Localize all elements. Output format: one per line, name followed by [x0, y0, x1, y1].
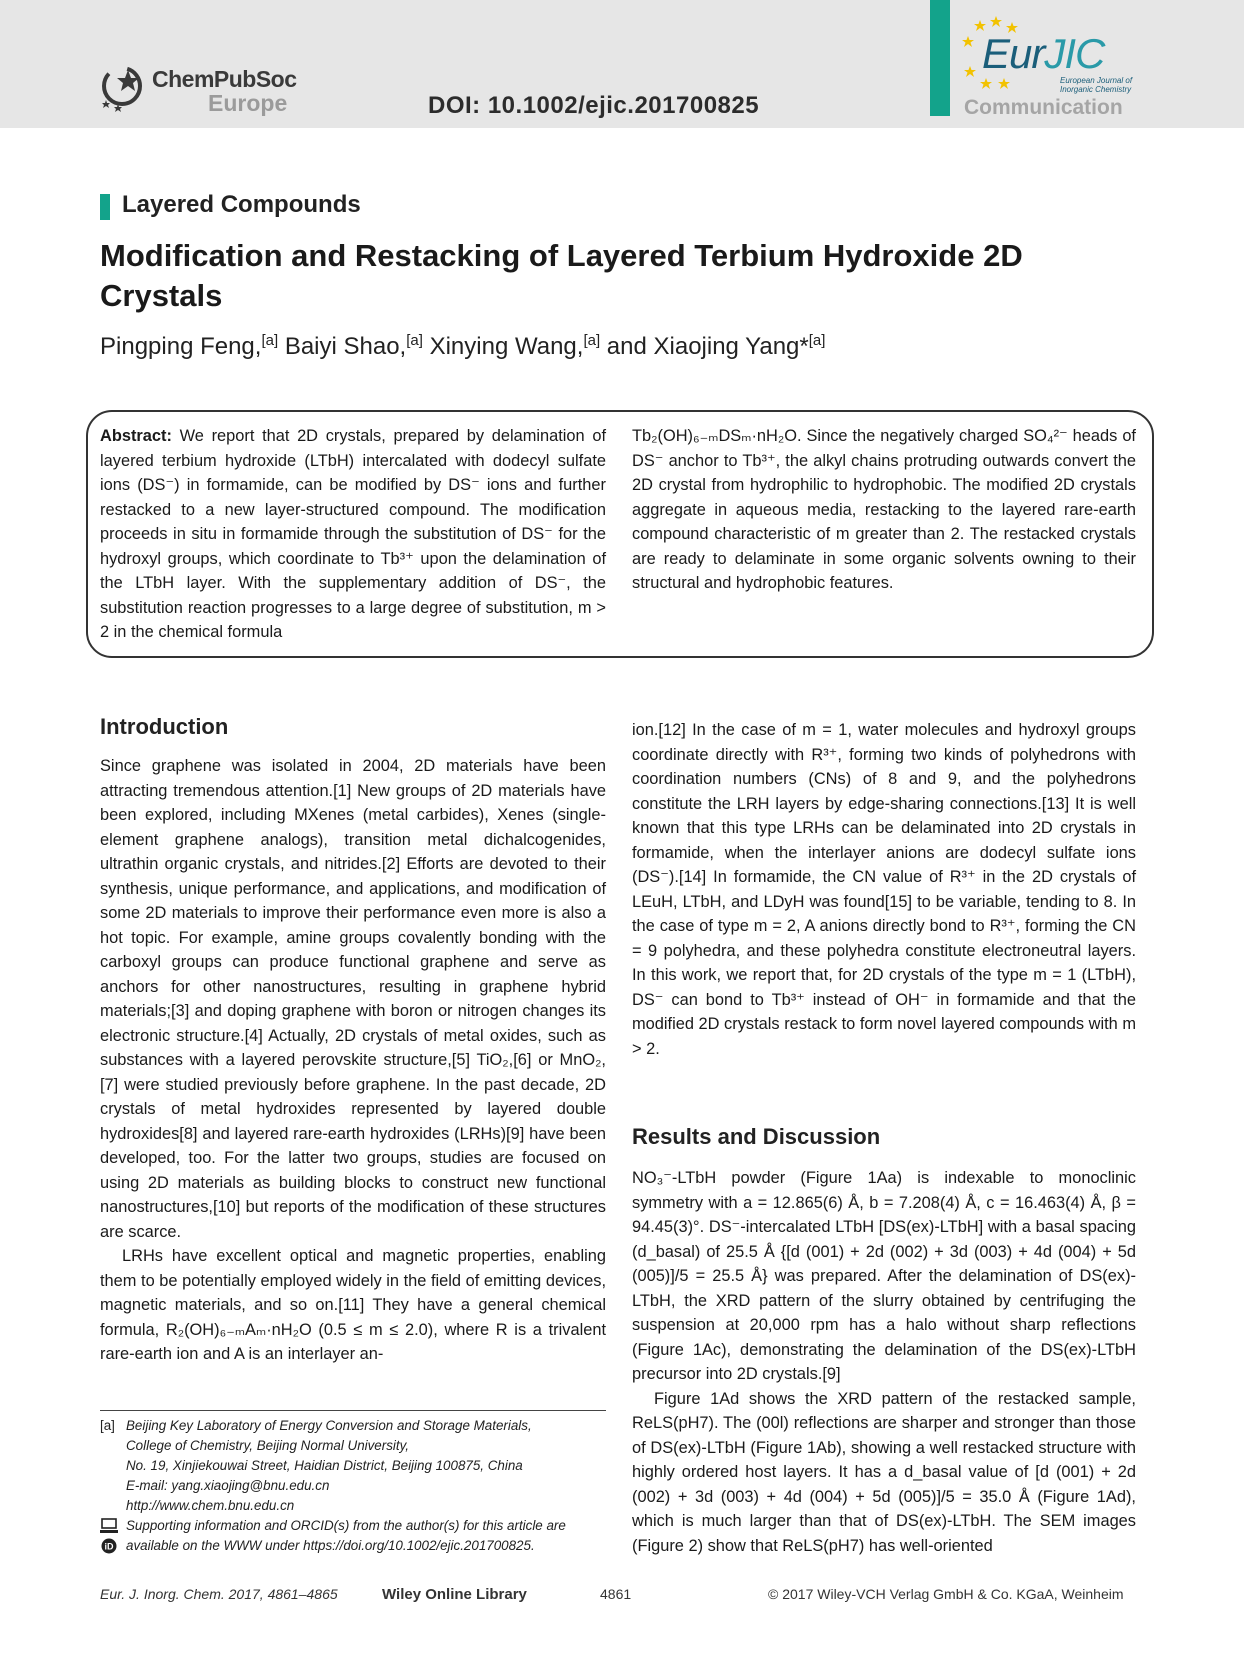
- footnote-url[interactable]: http://www.chem.bnu.edu.cn: [126, 1498, 295, 1513]
- author-name[interactable]: Pingping Feng,: [100, 333, 262, 360]
- abstract-text-right: Tb₂(OH)₆₋ₘDSₘ·nH₂O. Since the negatively charged SO₄²⁻ heads of DS⁻ anchor to Tb³⁺, the alkyl chains protruding outwards convert the 2D crystal from hydrophilic to hydrophobic. The modified 2D crystals aggregate in aqueous media, restacking to the layered rare-earth compound characteristic of m greater than 2. The restacked crystals are ready to delaminate in some organic solvents owning to their structural and hydrophobic features.: [632, 427, 1136, 592]
- footnote-supporting-info: [100, 1516, 610, 1556]
- footer-library[interactable]: Wiley Online Library: [382, 1586, 527, 1603]
- article-title: Modification and Restacking of Layered Terbium Hydroxide 2D Crystals: [100, 238, 1023, 313]
- doi[interactable]: DOI: 10.1002/ejic.201700825: [428, 92, 760, 119]
- footnote-line: No. 19, Xinjiekouwai Street, Haidian District, Beijing 100875, China: [126, 1458, 523, 1473]
- introduction-body: [100, 754, 606, 1367]
- abstract-label: Abstract:: [100, 427, 172, 445]
- abstract-left-column: [100, 424, 606, 645]
- footnote-affiliation: [100, 1416, 610, 1516]
- author-affiliation: [a]: [406, 332, 423, 349]
- paragraph: Figure 1Ad shows the XRD pattern of the restacked sample, ReLS(pH7). The (00l) reflections are sharper and stronger than those of DS(ex)-LTbH (Figure 1Ab), showing a well restacked structure with highly ordered host layers. It has a d_basal value of [d (001) + 2d (002) + 3d (003) + 4d (004) + 5d (005)]/5 = 35.0 Å (Figure 1Ad), which is much larger than that of DS(ex)-LTbH. The SEM images (Figure 2) show that ReLS(pH7) has well-oriented: [632, 1389, 1136, 1555]
- author-name[interactable]: Baiyi Shao,: [284, 333, 407, 360]
- supporting-info-line: Supporting information and ORCID(s) from the author(s) for this article are: [126, 1518, 566, 1533]
- author-name[interactable]: and Xiaojing Yang*: [606, 333, 809, 360]
- section-tag-bar: [100, 194, 110, 220]
- orcid-icon: [100, 1538, 118, 1554]
- results-body: [632, 1166, 1136, 1558]
- author-affiliation: [a]: [261, 332, 279, 349]
- accent-bar: [930, 0, 950, 116]
- footer-citation: Eur. J. Inorg. Chem. 2017, 4861–4865: [100, 1586, 338, 1602]
- footnote-line: College of Chemistry, Beijing Normal University,: [126, 1438, 410, 1453]
- publisher-name: ChemPubSoc: [152, 66, 297, 92]
- chempubsoc-star-icon: [98, 60, 150, 112]
- footnote-divider: [100, 1410, 606, 1411]
- abstract-right-column: [632, 424, 1136, 596]
- eurjic-wordmark: EurJIC: [982, 30, 1105, 77]
- footer-copyright: © 2017 Wiley-VCH Verlag GmbH & Co. KGaA, Weinheim: [768, 1586, 1124, 1602]
- author-affiliation: [a]: [808, 332, 826, 349]
- results-heading: Results and Discussion: [632, 1124, 881, 1149]
- footnote-label: [a]: [100, 1418, 115, 1433]
- author-name[interactable]: Xinying Wang,: [429, 333, 584, 360]
- eurjic-subtitle: European Journal of Inorganic Chemistry: [1060, 76, 1133, 94]
- paragraph: LRHs have excellent optical and magnetic properties, enabling them to be potentially employed widely in the field of emitting devices, magnetic materials, and so on.[11] They have a general chemical formula, R₂(OH)₆₋ₘAₘ·nH₂O (0.5 ≤ m ≤ 2.0), where R is a trivalent rare-earth ion and A is an interlayer an-: [100, 1247, 606, 1363]
- journal-header: [0, 0, 1244, 128]
- paragraph: ion.[12] In the case of m = 1, water molecules and hydroxyl groups coordinate directly with R³⁺, forming two kinds of polyhedrons with coordination numbers (CNs) of 8 and 9, and the polyhedrons constitute the LRH layers by edge-sharing connections.[13] It is well known that this type LRHs can be delaminated into 2D crystals in formamide, when the interlayer anions are dodecyl sulfate ions (DS⁻).[14] In formamide, the CN value of R³⁺ in the 2D crystals of LEuH, LTbH, and LDyH was found[15] to be variable, tending to 8. In the case of type m = 2, A anions directly bond to R³⁺, forming the CN = 9 polyhedra, and these polyhedra constitute electroneutral layers. In this work, we report that, for 2D crystals of the type m = 1 (LTbH), DS⁻ can bond to Tb³⁺ instead of OH⁻ in formamide and that the modified 2D crystals restack to form novel layered compounds with m > 2.: [632, 721, 1136, 1058]
- affiliation-footnote: [100, 1416, 610, 1556]
- introduction-heading: Introduction: [100, 714, 229, 739]
- chempubsoc-logo: [98, 60, 298, 120]
- supporting-info-link[interactable]: available on the WWW under https://doi.org/10.1002/ejic.201700825.: [126, 1538, 535, 1553]
- introduction-continued: [632, 718, 1136, 1061]
- page-number: 4861: [600, 1586, 632, 1602]
- paragraph: NO₃⁻-LTbH powder (Figure 1Aa) is indexable to monoclinic symmetry with a = 12.865(6) Å, b = 7.208(4) Å, c = 16.463(4) Å, β = 94.45(3)°. DS⁻-intercalated LTbH [DS(ex)-LTbH] with a basal spacing (d_basal) of 25.5 Å {[d (001) + 2d (002) + 3d (003) + 4d (004) + 5d (005)]/5 = 25.5 Å} was prepared. After the delamination of DS(ex)-LTbH, the XRD pattern of the slurry obtained by centrifuging the suspension at 20,000 rpm has a halo without sharp reflections (Figure 1Ac), demonstrating the delamination of the DS(ex)-LTbH precursor into 2D crystals.[9]: [632, 1169, 1136, 1383]
- author-affiliation: [a]: [583, 332, 601, 349]
- section-tag: Layered Compounds: [122, 191, 361, 218]
- publisher-sub: Europe: [208, 90, 288, 116]
- footnote-email[interactable]: E-mail: yang.xiaojing@bnu.edu.cn: [126, 1478, 330, 1493]
- paragraph: Since graphene was isolated in 2004, 2D materials have been attracting tremendous attention.[1] New groups of 2D materials have been explored, including MXenes (metal carbides), Xenes (single-element graphene analogs), transition metal dichalcogenides, ultrathin organic crystals, and nitrides.[2] Efforts are devoted to their synthesis, unique performance, and applications, and modification of some 2D materials to improve their performance even more is also a hot topic. For example, amine groups covalently bonding with the carboxyl groups can produce functional graphene and serve as anchors for other nanostructures, resulting in graphene hybrid materials;[3] and doping graphene with boron or nitrogen changes its electronic structure.[4] Actually, 2D crystals of metal oxides, such as substances with a layered perovskite structure,[5] TiO₂,[6] or MnO₂,[7] were studied previously before graphene. In the past decade, 2D crystals of metal hydroxides represented by layered double hydroxides[8] and layered rare-earth hydroxides (LRHs)[9] have been developed, too. For the latter two groups, studies are focused on using 2D materials as building blocks to construct new functional nanostructures,[10] but reports of the modification of these structures are scarce.: [100, 757, 606, 1241]
- svg-text:iD: iD: [104, 1541, 114, 1552]
- footnote-line: Beijing Key Laboratory of Energy Conversion and Storage Materials,: [126, 1418, 532, 1433]
- author-list: [100, 332, 825, 361]
- abstract-text-left: We report that 2D crystals, prepared by delamination of layered terbium hydroxide (LTbH) intercalated with dodecyl sulfate ions (DS⁻) in formamide, can be modified by DS⁻ ions and further restacked to a new layer-structured compound. The modification proceeds in situ in formamide through the substitution of DS⁻ for the hydroxyl groups, which coordinate to Tb³⁺ upon the delamination of the LTbH layer. With the supplementary addition of DS⁻, the substitution reaction progresses to a large degree of substitution, m > 2 in the chemical formula: [100, 427, 606, 641]
- eurjic-logo: [960, 12, 1160, 92]
- article-type: Communication: [964, 96, 1123, 119]
- computer-icon: [100, 1518, 118, 1534]
